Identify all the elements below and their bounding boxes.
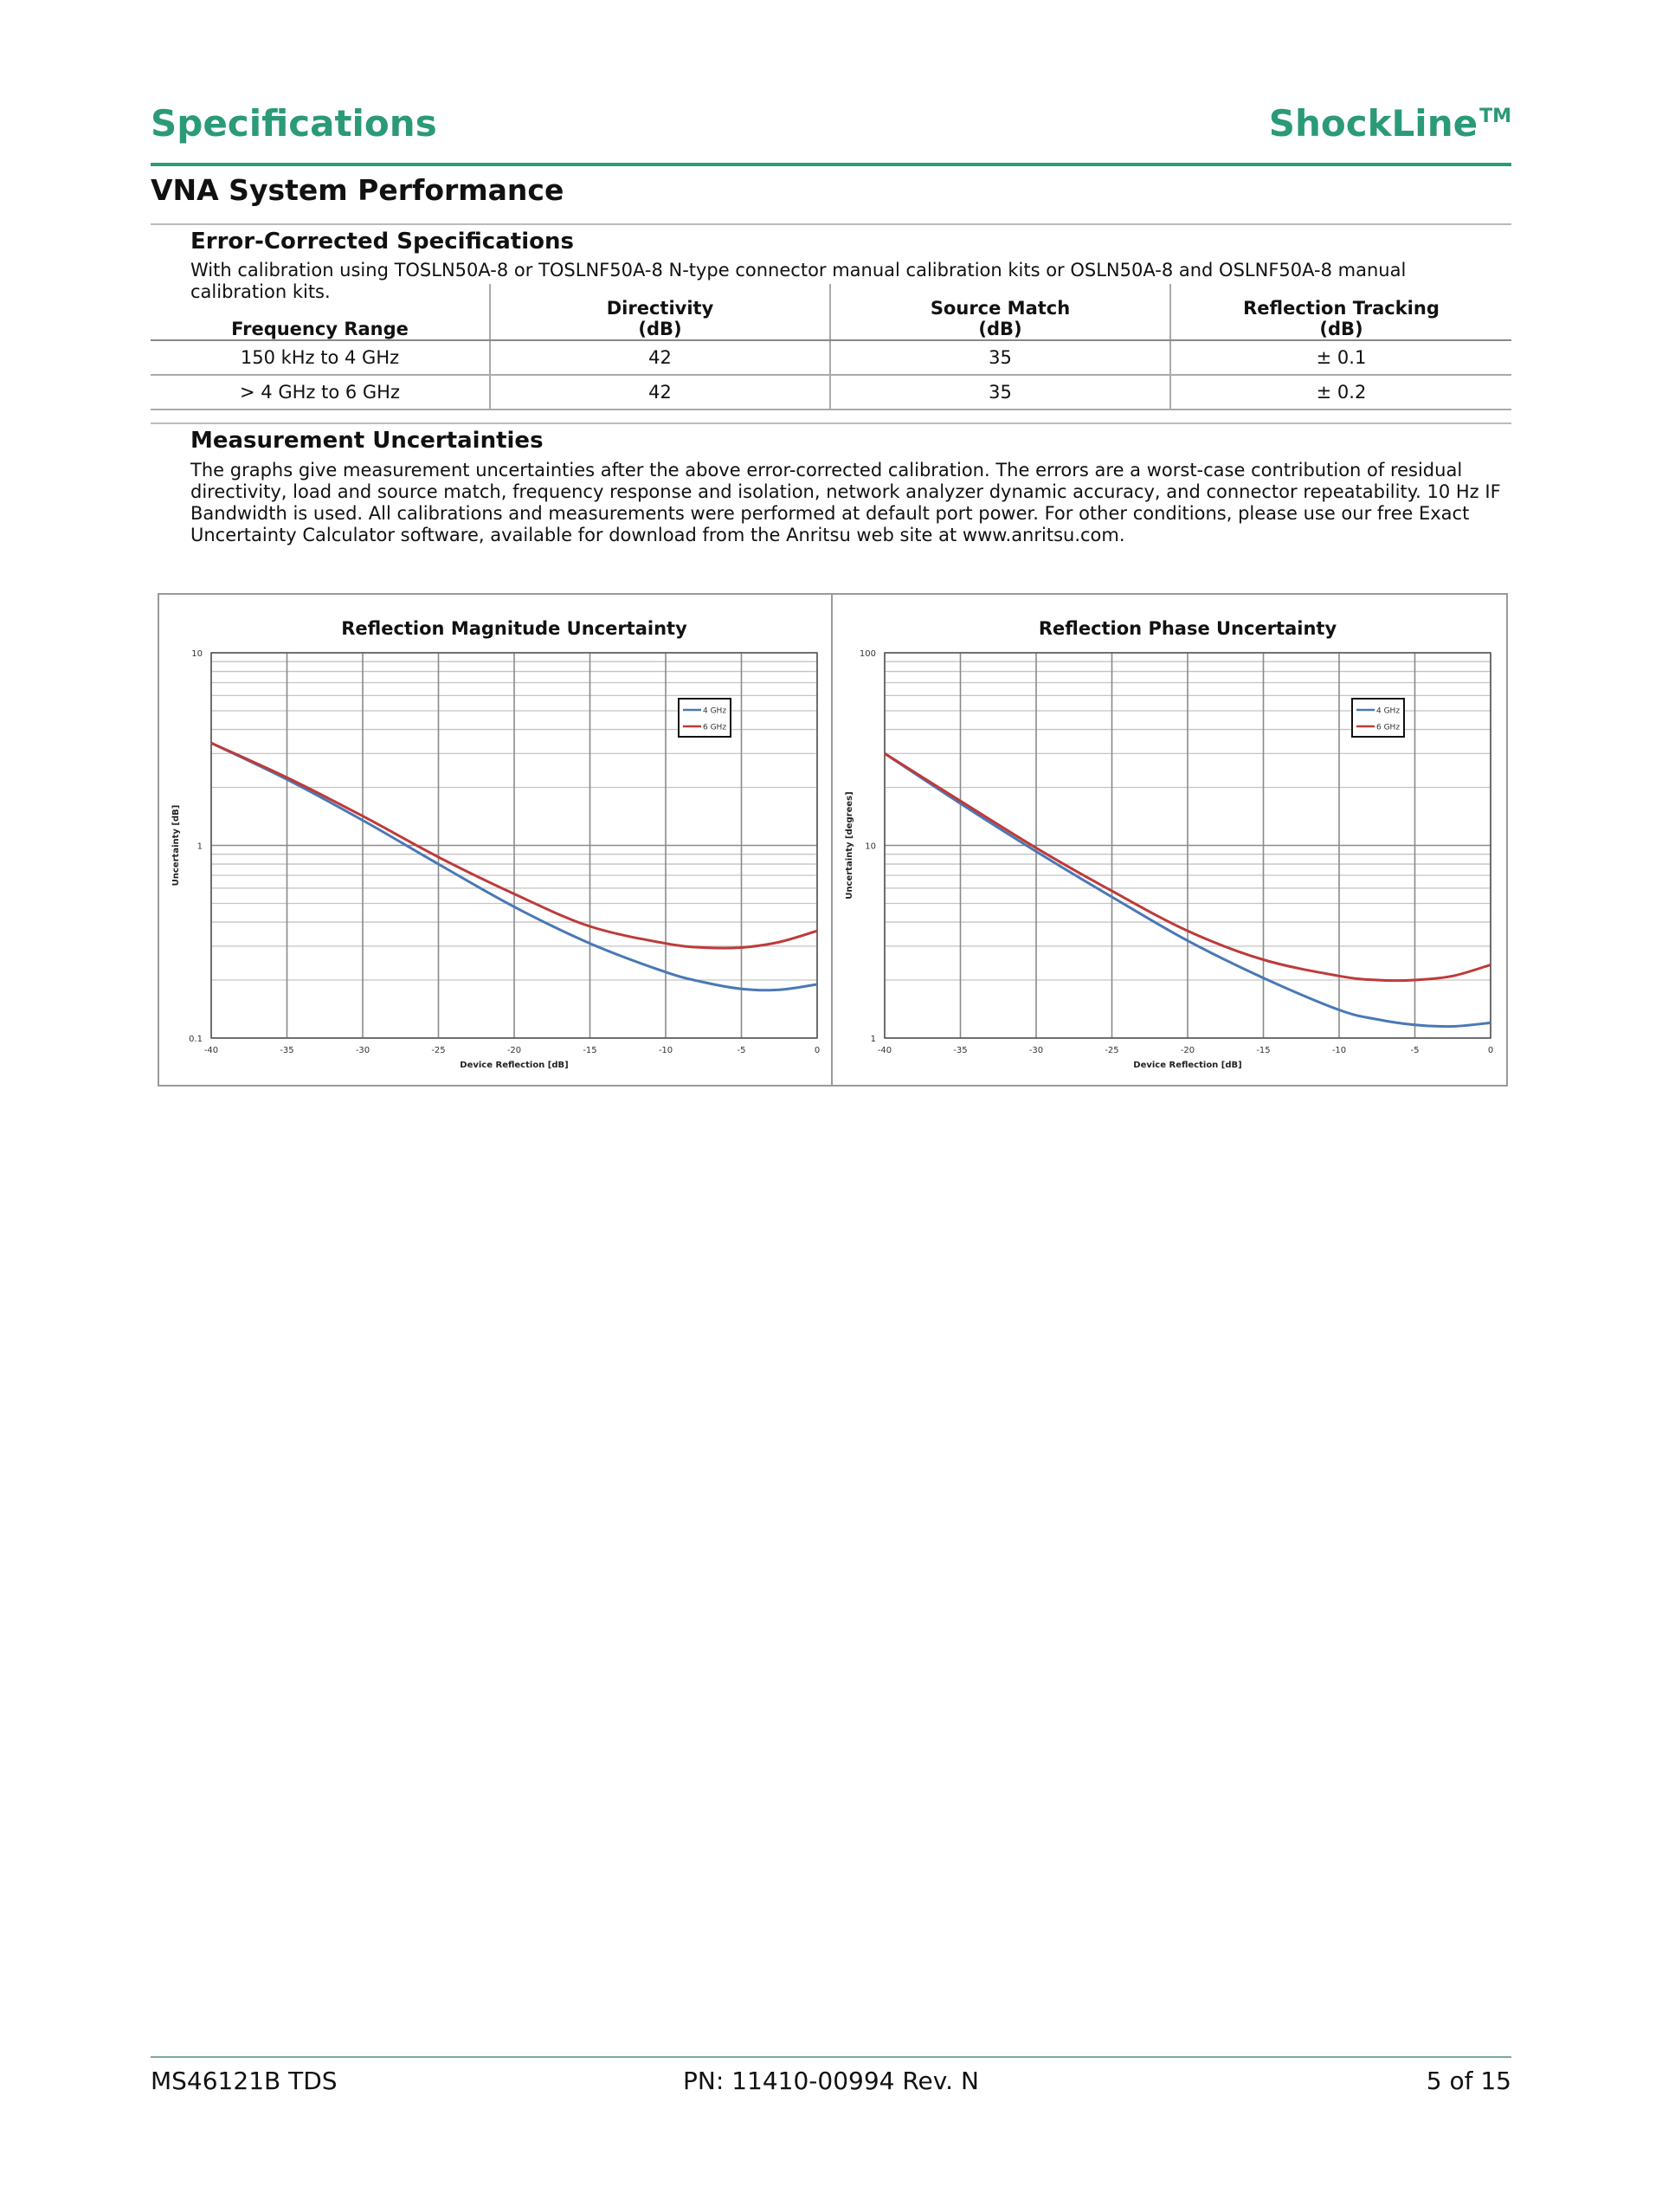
x-tick-label: -35 <box>280 1046 294 1055</box>
uncertainties-text: The graphs give measurement uncertainties after the above error-corrected calibration. The errors are a worst-case contribution of residual directivity, load and source match, frequency response and isolation, network analyzer dynamic accuracy, and connector repeatability. 10 Hz IF Bandwidth is used. All calibrations and measurements were performed at default port power. For other conditions, please use our free Exact Uncertainty Calculator software, available for download from the Anritsu web site at www.anritsu.com. <box>190 460 1501 545</box>
x-axis-label: Device Reflection [dB] <box>1133 1061 1242 1070</box>
x-tick-label: -25 <box>431 1046 446 1055</box>
cell-directivity: 42 <box>490 340 830 375</box>
footer-doc-name: MS46121B TDS <box>151 2067 338 2095</box>
y-tick-label: 1 <box>196 842 203 852</box>
x-tick-label: -5 <box>1410 1046 1420 1055</box>
cell-frequency: 150 kHz to 4 GHz <box>151 340 490 375</box>
charts-panel <box>158 593 1508 1087</box>
table-row <box>151 340 1511 375</box>
col-source-match: Source Match (dB) <box>830 284 1170 340</box>
header-brand <box>1269 102 1511 145</box>
footer-part-number: PN: 11410-00994 Rev. N <box>683 2067 979 2095</box>
table-row <box>151 375 1511 410</box>
x-tick-label: -35 <box>953 1046 968 1055</box>
error-corrected-title: Error-Corrected Specifications <box>190 229 574 255</box>
magnitude-uncertainty-chart <box>159 595 831 1085</box>
cell-source-match: 35 <box>830 340 1170 375</box>
legend-label: 6 GHz <box>703 723 727 732</box>
footer-page-number: 5 of 15 <box>1426 2067 1511 2095</box>
x-tick-label: -20 <box>506 1046 522 1055</box>
header-title: Specifications <box>151 102 437 145</box>
cell-reflection-tracking: ± 0.2 <box>1170 375 1511 410</box>
y-tick-label: 10 <box>865 842 876 852</box>
x-tick-label: 0 <box>814 1046 821 1055</box>
brand-trademark: TM <box>1479 106 1511 127</box>
x-tick-label: -25 <box>1105 1046 1119 1055</box>
y-tick-label: 10 <box>191 649 203 659</box>
x-tick-label: -20 <box>1180 1046 1195 1055</box>
y-tick-label: 0.1 <box>189 1035 203 1044</box>
y-tick-label: 1 <box>870 1035 876 1044</box>
divider <box>151 422 1511 424</box>
x-tick-label: -40 <box>203 1046 219 1055</box>
x-tick-label: -10 <box>658 1046 673 1055</box>
legend-label: 4 GHz <box>1376 706 1401 716</box>
cell-source-match: 35 <box>830 375 1170 410</box>
col-reflection-tracking: Reflection Tracking (dB) <box>1170 284 1511 340</box>
col-directivity: Directivity (dB) <box>490 284 830 340</box>
page-footer <box>151 2056 1511 2095</box>
error-corrected-note: With calibration using TOSLN50A-8 or TOSLNF50A-8 N-type connector manual calibration kits or OSLN50A-8 and OSLNF50A-8 manual calibration kits. <box>190 260 1407 302</box>
page-header <box>151 102 1511 166</box>
x-tick-label: -5 <box>737 1046 746 1055</box>
error-corrected-table <box>151 284 1511 410</box>
col-frequency-range: Frequency Range <box>151 284 490 340</box>
x-tick-label: -10 <box>1331 1046 1347 1055</box>
divider <box>151 223 1511 225</box>
legend-label: 4 GHz <box>703 706 727 716</box>
phase-uncertainty-chart <box>833 595 1504 1085</box>
x-axis-label: Device Reflection [dB] <box>460 1061 569 1070</box>
cell-directivity: 42 <box>490 375 830 410</box>
y-axis-label: Uncertainty [degrees] <box>845 791 854 900</box>
x-tick-label: -15 <box>1256 1046 1271 1055</box>
uncertainties-title: Measurement Uncertainties <box>190 428 544 454</box>
chart-title: Reflection Magnitude Uncertainty <box>341 618 687 639</box>
x-tick-label: -40 <box>877 1046 892 1055</box>
x-tick-label: -15 <box>583 1046 597 1055</box>
y-axis-label: Uncertainty [dB] <box>171 804 181 887</box>
section-title: VNA System Performance <box>151 173 564 207</box>
x-tick-label: 0 <box>1487 1046 1494 1055</box>
brand-name: ShockLine <box>1268 102 1478 145</box>
chart-title: Reflection Phase Uncertainty <box>1038 618 1337 639</box>
cell-reflection-tracking: ± 0.1 <box>1170 340 1511 375</box>
x-tick-label: -30 <box>1028 1046 1044 1055</box>
y-tick-label: 100 <box>859 649 876 659</box>
cell-frequency: > 4 GHz to 6 GHz <box>151 375 490 410</box>
x-tick-label: -30 <box>355 1046 370 1055</box>
table-header-row <box>151 284 1511 340</box>
legend-label: 6 GHz <box>1376 723 1401 732</box>
